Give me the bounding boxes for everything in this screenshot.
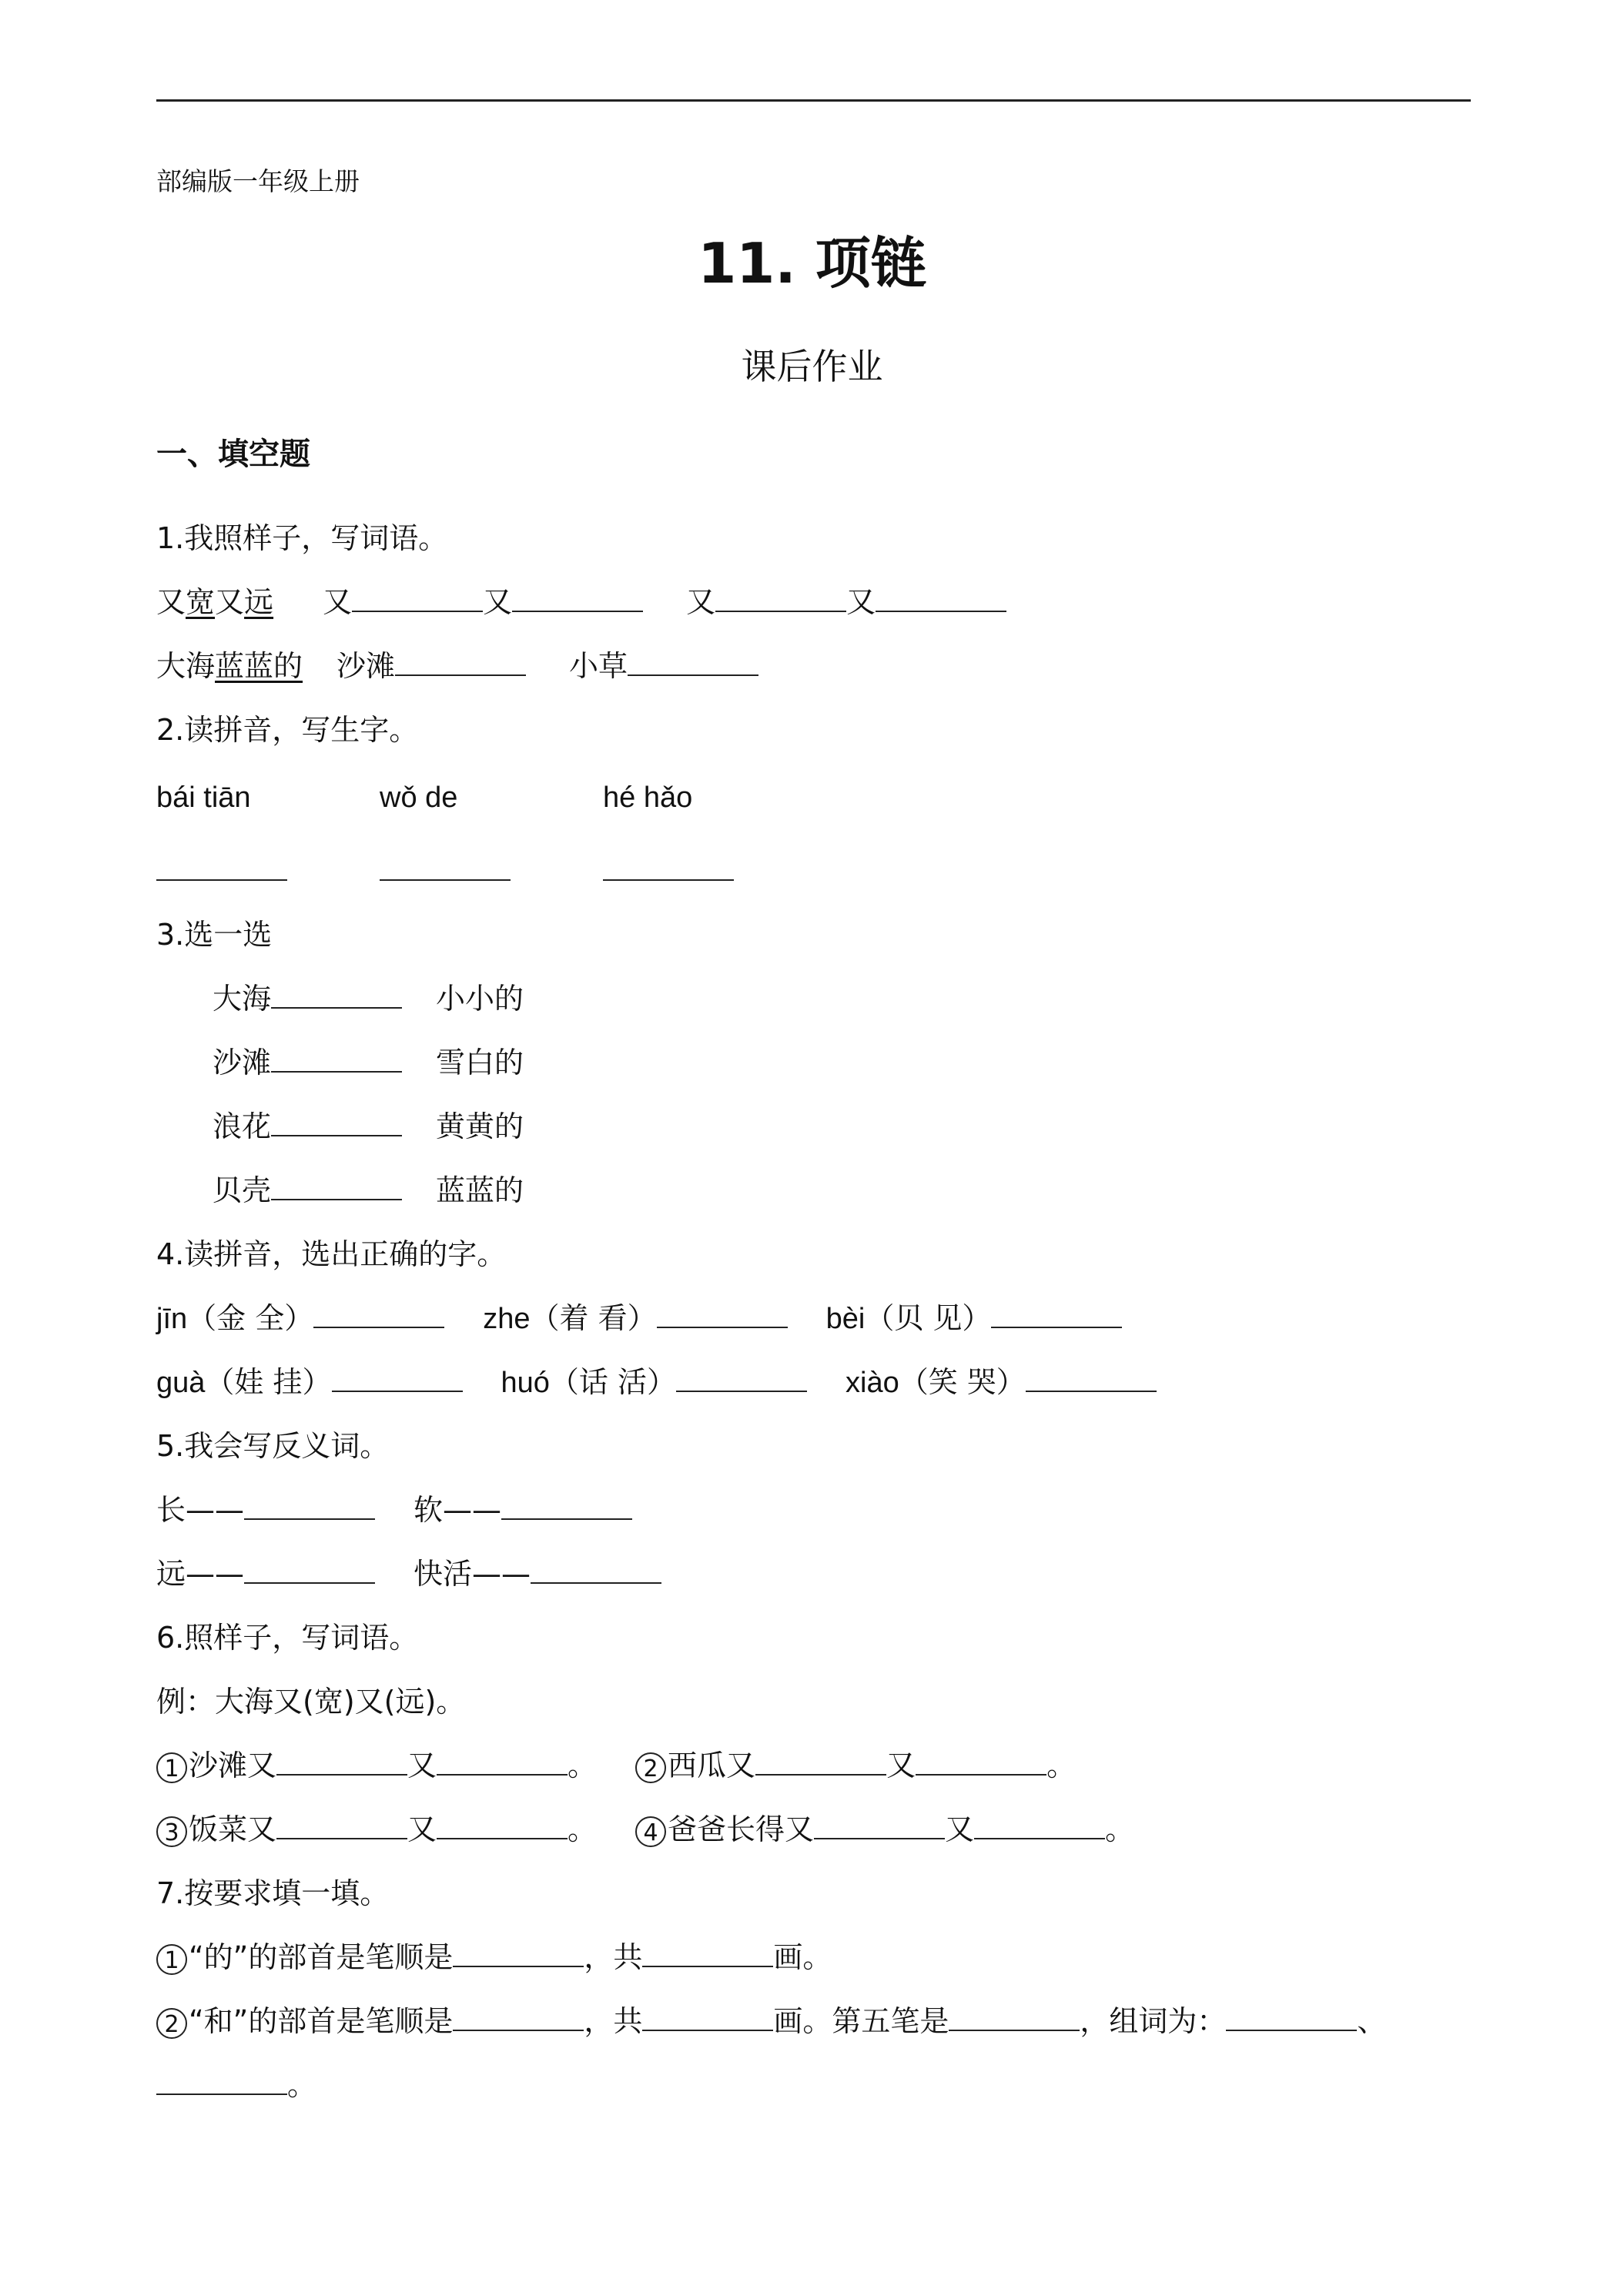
q6-end-3: 。 bbox=[568, 1812, 598, 1846]
q6-end-4: 。 bbox=[1105, 1812, 1135, 1846]
q4-choices-1: （金 全） bbox=[187, 1301, 314, 1335]
q6-line2 bbox=[156, 1812, 1134, 1847]
q6-item-3: 饭菜又 bbox=[189, 1812, 277, 1846]
q4-choices-2: （着 看） bbox=[530, 1301, 657, 1335]
q2-prompt: 2.读拼音，写生字。 bbox=[156, 713, 419, 747]
q7-item1-b: ，共 bbox=[584, 1940, 643, 1974]
q7-item1-a: “的”的部首是笔顺是 bbox=[189, 1940, 454, 1974]
q7-item2-e: 、 bbox=[1357, 2004, 1387, 2038]
q3-left-3: 浪花 bbox=[213, 1110, 272, 1143]
q1-prompt: 1.我照样子，写词语。 bbox=[156, 521, 448, 555]
q1-line1 bbox=[156, 584, 1006, 620]
q4-py-3: bèi bbox=[825, 1303, 866, 1335]
q3-row bbox=[213, 1173, 524, 1208]
q7-blank-1b[interactable] bbox=[642, 1940, 773, 1967]
q5-blank-4[interactable] bbox=[531, 1556, 661, 1584]
q1-example-noun: 大海 bbox=[156, 649, 216, 683]
q1-you-2: 又 bbox=[483, 585, 513, 619]
q6-prompt: 6.照样子，写词语。 bbox=[156, 1621, 419, 1655]
q5-blank-1[interactable] bbox=[244, 1492, 375, 1520]
q4-blank-1[interactable] bbox=[313, 1300, 444, 1328]
q3-blank-1[interactable] bbox=[271, 981, 402, 1009]
q7-num-2: 2 bbox=[156, 2008, 187, 2039]
q4-choices-6: （笑 哭） bbox=[899, 1365, 1026, 1399]
q5-blank-3[interactable] bbox=[244, 1556, 375, 1584]
q6-item-2: 西瓜又 bbox=[668, 1749, 756, 1782]
q6-mid-1: 又 bbox=[407, 1749, 437, 1782]
q2-blank-2[interactable] bbox=[380, 879, 511, 881]
q6-blank-1a[interactable] bbox=[276, 1748, 407, 1776]
q7-item2-a: “和”的部首是笔顺是 bbox=[189, 2004, 454, 2038]
q1-example-you-b: 又 bbox=[215, 585, 245, 619]
q5-item-2: 软—— bbox=[414, 1493, 502, 1527]
q3-left-2: 沙滩 bbox=[213, 1046, 272, 1079]
q1-blank-5[interactable] bbox=[395, 648, 526, 676]
q1-blank-1[interactable] bbox=[352, 584, 483, 612]
q6-num-3: 3 bbox=[156, 1816, 187, 1847]
q6-line1 bbox=[156, 1748, 1076, 1783]
q1-you-1: 又 bbox=[323, 585, 353, 619]
q7-item2-b: ，共 bbox=[584, 2004, 643, 2038]
q1-example-adj: 蓝蓝的 bbox=[215, 649, 303, 683]
q6-mid-4: 又 bbox=[945, 1812, 975, 1846]
q3-right-4: 蓝蓝的 bbox=[436, 1173, 524, 1207]
q6-blank-4a[interactable] bbox=[814, 1812, 945, 1839]
q4-blank-3[interactable] bbox=[991, 1300, 1122, 1328]
q1-blank-3[interactable] bbox=[715, 584, 846, 612]
q1-example-word-b: 远 bbox=[244, 585, 274, 619]
q3-right-1: 小小的 bbox=[436, 982, 524, 1016]
q2-pinyin-1: bái tiān bbox=[156, 782, 251, 814]
q7-blank-2d[interactable] bbox=[1226, 2003, 1357, 2031]
q3-right-3: 黄黄的 bbox=[436, 1110, 524, 1143]
q3-row bbox=[213, 1045, 524, 1080]
q6-blank-2b[interactable] bbox=[916, 1748, 1046, 1776]
q1-you-3: 又 bbox=[686, 585, 716, 619]
q5-item-4: 快活—— bbox=[414, 1557, 531, 1591]
q6-blank-2a[interactable] bbox=[755, 1748, 886, 1776]
q6-item-4: 爸爸长得又 bbox=[668, 1812, 815, 1846]
q6-end-2: 。 bbox=[1046, 1749, 1077, 1782]
q4-choices-3: （贝 见） bbox=[865, 1301, 992, 1335]
q4-blank-6[interactable] bbox=[1026, 1364, 1157, 1392]
q4-blank-4[interactable] bbox=[332, 1364, 463, 1392]
q5-item-1: 长—— bbox=[156, 1493, 245, 1527]
grade-label: 部编版一年级上册 bbox=[156, 166, 360, 196]
q4-py-5: huó bbox=[501, 1367, 550, 1399]
q5-line1 bbox=[156, 1492, 632, 1528]
q4-line2 bbox=[156, 1364, 1157, 1401]
q6-num-1: 1 bbox=[156, 1752, 187, 1783]
q1-item2: 小草 bbox=[569, 649, 628, 683]
q1-example-word-a: 宽 bbox=[186, 585, 216, 619]
q6-end-1: 。 bbox=[568, 1749, 598, 1782]
q4-choices-5: （话 活） bbox=[549, 1365, 676, 1399]
section-heading: 一、填空题 bbox=[156, 437, 310, 472]
q3-blank-2[interactable] bbox=[271, 1045, 402, 1073]
q6-blank-4b[interactable] bbox=[974, 1812, 1105, 1839]
q1-item1: 沙滩 bbox=[337, 649, 396, 683]
q3-left-1: 大海 bbox=[213, 982, 272, 1016]
q7-line3 bbox=[156, 2067, 316, 2103]
q7-blank-2e[interactable] bbox=[156, 2067, 287, 2095]
q4-choices-4: （娃 挂） bbox=[205, 1365, 332, 1399]
q4-line1 bbox=[156, 1300, 1122, 1337]
q7-line1 bbox=[156, 1940, 832, 1975]
q6-mid-2: 又 bbox=[886, 1749, 916, 1782]
q6-blank-3b[interactable] bbox=[437, 1812, 568, 1839]
q4-py-1: jīn bbox=[156, 1303, 188, 1335]
q3-prompt: 3.选一选 bbox=[156, 918, 273, 952]
q3-blank-3[interactable] bbox=[271, 1109, 402, 1136]
q3-right-2: 雪白的 bbox=[436, 1046, 524, 1079]
q4-py-6: xiào bbox=[845, 1367, 899, 1399]
q5-prompt: 5.我会写反义词。 bbox=[156, 1429, 390, 1463]
q3-row bbox=[213, 1109, 524, 1144]
q4-blank-2[interactable] bbox=[657, 1300, 788, 1328]
q7-line2 bbox=[156, 2003, 1386, 2039]
q5-line2 bbox=[156, 1556, 661, 1591]
q4-py-4: guà bbox=[156, 1367, 206, 1399]
q2-pinyin-3: hé hǎo bbox=[603, 782, 693, 814]
q3-left-4: 贝壳 bbox=[213, 1173, 272, 1207]
q7-item2-d: ，组词为： bbox=[1080, 2004, 1227, 2038]
q6-mid-3: 又 bbox=[407, 1812, 437, 1846]
q6-blank-3a[interactable] bbox=[276, 1812, 407, 1839]
q1-blank-4[interactable] bbox=[876, 584, 1006, 612]
q6-example: 例：大海又(宽)又(远)。 bbox=[156, 1685, 466, 1719]
q6-num-2: 2 bbox=[635, 1752, 666, 1783]
q5-blank-2[interactable] bbox=[501, 1492, 632, 1520]
q7-blank-2b[interactable] bbox=[642, 2003, 773, 2031]
q2-pinyin-2: wǒ de bbox=[380, 782, 458, 814]
q1-line2 bbox=[156, 648, 758, 684]
header-rule bbox=[156, 99, 1471, 102]
q1-blank-6[interactable] bbox=[628, 648, 758, 676]
q7-num-1: 1 bbox=[156, 1944, 187, 1975]
q1-blank-2[interactable] bbox=[512, 584, 643, 612]
q7-blank-1a[interactable] bbox=[453, 1940, 584, 1967]
q2-blank-3[interactable] bbox=[603, 879, 734, 881]
q4-py-2: zhe bbox=[483, 1303, 531, 1335]
q6-blank-1b[interactable] bbox=[437, 1748, 568, 1776]
q3-blank-4[interactable] bbox=[271, 1173, 402, 1200]
q2-blank-1[interactable] bbox=[156, 879, 287, 881]
q7-tail: 。 bbox=[287, 2068, 317, 2102]
q3-row bbox=[213, 981, 524, 1016]
q4-prompt: 4.读拼音，选出正确的字。 bbox=[156, 1237, 507, 1271]
q5-item-3: 远—— bbox=[156, 1557, 245, 1591]
q6-item-1: 沙滩又 bbox=[189, 1749, 277, 1782]
q4-blank-5[interactable] bbox=[676, 1364, 807, 1392]
q7-item1-c: 画。 bbox=[773, 1940, 832, 1974]
q7-item2-c: 画。第五笔是 bbox=[773, 2004, 949, 2038]
q7-blank-2c[interactable] bbox=[949, 2003, 1080, 2031]
q7-blank-2a[interactable] bbox=[453, 2003, 584, 2031]
q6-num-4: 4 bbox=[635, 1816, 666, 1847]
q1-you-4: 又 bbox=[846, 585, 876, 619]
page-title: 11. 项链 bbox=[698, 231, 926, 296]
page-subtitle: 课后作业 bbox=[741, 346, 883, 387]
q7-prompt: 7.按要求填一填。 bbox=[156, 1876, 390, 1910]
q1-example-you-a: 又 bbox=[156, 585, 186, 619]
